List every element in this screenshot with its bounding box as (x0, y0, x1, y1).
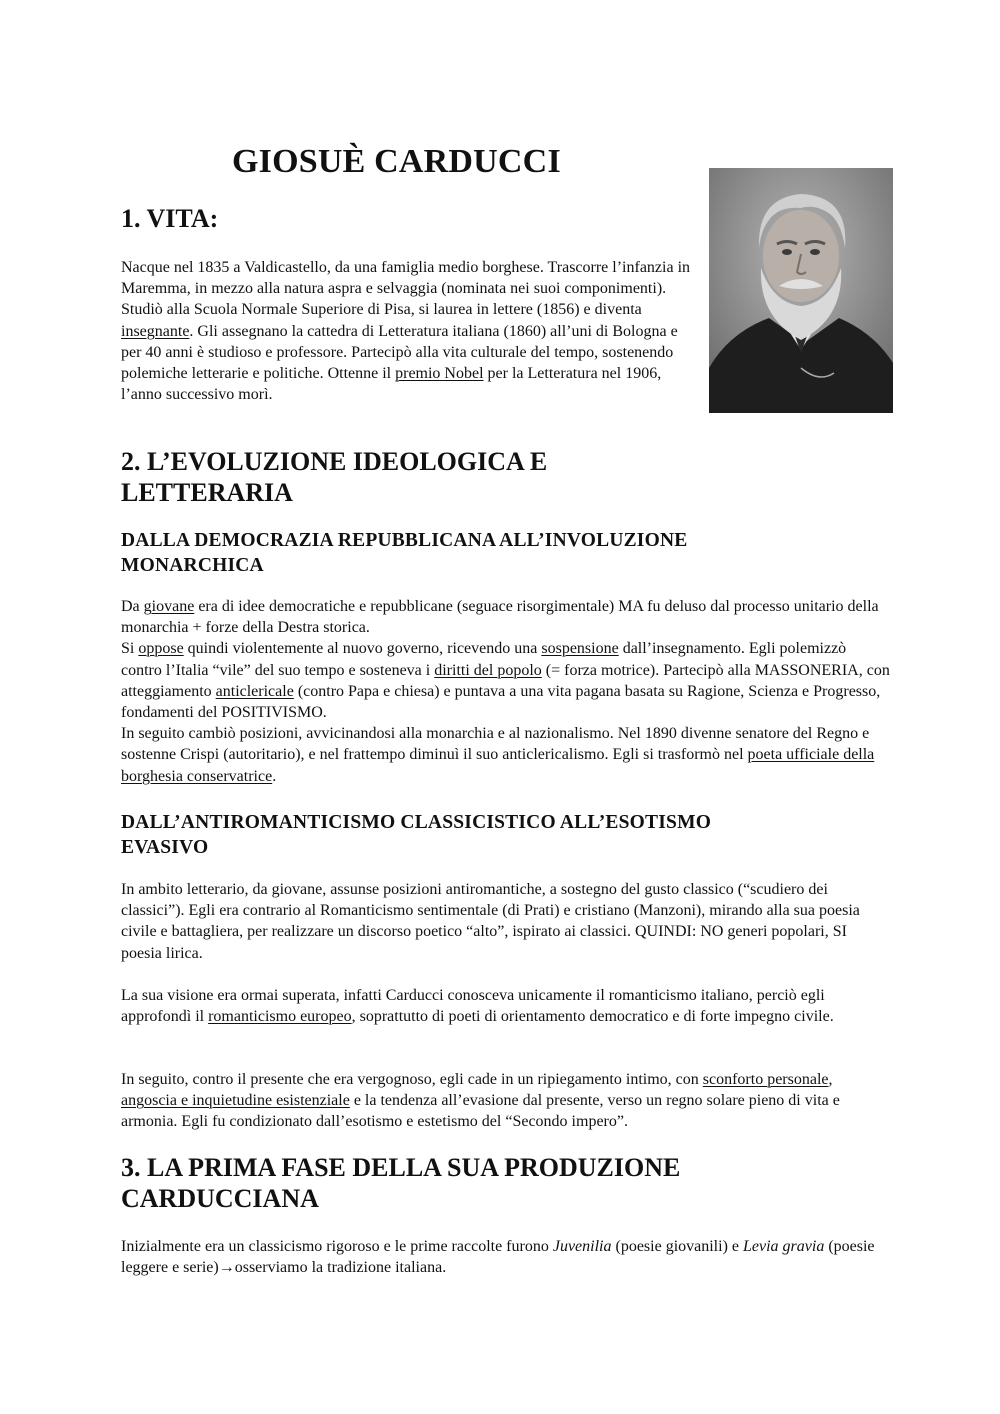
text-run: Nacque nel 1835 a Valdicastello, da una famiglia medio borghese. Trascorre l’infanzia in Maremma, in mezzo alla natura aspra e selvaggia (nominata nei suoi componimenti). Studiò alla Scuola Normale Superiore di Pisa, si laurea in lettere (1856) e diventa (121, 259, 691, 319)
underlined-text: angoscia e inquietudine esistenziale (121, 1092, 350, 1110)
esotismo-paragraph (121, 1069, 891, 1133)
italic-title: Juvenilia (552, 1238, 612, 1255)
subheading-democrazia (121, 528, 687, 578)
underlined-text: oppose (138, 640, 184, 658)
subheading-antiromanticismo (121, 810, 711, 860)
heading-line: CARDUCCIANA (121, 1184, 319, 1213)
text-run: era di idee democratiche e repubblicane (seguace risorgimentale) MA fu deluso dal processo unitario della monarchia + forze della Destra storica. (121, 598, 879, 637)
romanticismo-europeo-paragraph (121, 985, 891, 1027)
section-heading-vita: 1. VITA: (121, 204, 219, 233)
underlined-text: sconforto personale (702, 1071, 829, 1088)
text-run: Da (121, 598, 144, 615)
text-run: quindi violentemente al nuovo governo, ricevendo una (183, 640, 542, 658)
text-run: per la Letteratura nel 1906, l’anno successivo morì. (121, 365, 662, 404)
underlined-text: giovane (143, 598, 195, 615)
portrait-photo (709, 168, 893, 413)
text-run: In seguito, contro il presente che era vergognoso, egli cade in un ripiegamento intimo, con (121, 1071, 703, 1088)
heading-line: EVASIVO (121, 837, 209, 858)
italic-title: Levia gravia (743, 1238, 825, 1255)
vita-paragraph (121, 257, 691, 405)
text-run: (poesie leggere e serie)→osserviamo la tradizione italiana. (121, 1238, 875, 1277)
heading-line: DALL’ANTIROMANTICISMO CLASSICISTICO ALL’ESOTISMO (121, 812, 712, 833)
underlined-text: insegnante (121, 322, 190, 340)
text-run: . Gli assegnano la cattedra di Letteratura italiana (1860) all’uni di Bologna e per 40 anni è studioso e professore. Partecipò alla vita culturale del tempo, sostenendo polemiche letterarie e politiche. Ottenne il (121, 322, 678, 383)
text-run: dall’insegnamento. Egli polemizzò contro l’Italia “vile” del suo tempo e sosteneva i (121, 640, 847, 679)
heading-line: 2. L’EVOLUZIONE IDEOLOGICA E (121, 447, 548, 476)
text-run: e la tendenza all’evasione dal presente, verso un regno solare pieno di vita e armonia. Egli fu condizionato dall’esotismo e estetismo del “Secondo impero”. (121, 1092, 840, 1131)
underlined-text: romanticismo europeo (208, 1008, 352, 1026)
text-run: In seguito cambiò posizioni, avvicinandosi alla monarchia e al nazionalismo. Nel 1890 divenne senatore del Regno e sostenne Crispi (autoritario), e nel frattempo diminuì il suo anticlericalismo. Egli si trasformò nel (121, 725, 870, 764)
underlined-text: sospensione (541, 640, 619, 658)
text-run: (contro Papa e chiesa) e puntava a una vita pagana basata su Ragione, Scienza e Progresso, fondamenti del POSITIVISMO. (121, 682, 881, 722)
democrazia-paragraph (121, 596, 891, 787)
underlined-text: anticlericale (215, 682, 294, 700)
section-heading-prima-fase (121, 1152, 680, 1214)
underlined-text: premio Nobel (395, 365, 484, 383)
section-heading-evoluzione (121, 446, 547, 508)
antiromanticismo-paragraph: In ambito letterario, da giovane, assunse posizioni antiromantiche, a sostegno del gusto classico (“scudiero dei classici”). Egli era contrario al Romanticismo sentimentale (di Prati) e cristiano (Manzoni), mirando alla sua poesia civile e battagliera, per realizzare un discorso poetico “alto”, ispirato ai classici. QUINDI: NO generi popolari, SI poesia lirica. (121, 881, 860, 962)
portrait-illustration (709, 168, 893, 413)
underlined-text: poeta ufficiale della borghesia conservatrice (121, 746, 875, 785)
text-run: Inizialmente era un classicismo rigoroso e le prime raccolte furono (121, 1238, 553, 1255)
text-run: (poesie giovanili) e (611, 1238, 743, 1255)
underlined-text: diritti del popolo (434, 661, 542, 679)
text-run: , soprattutto di poeti di orientamento democratico e di forte impegno civile. (351, 1008, 834, 1026)
heading-line: MONARCHICA (121, 555, 264, 576)
heading-line: 3. LA PRIMA FASE DELLA SUA PRODUZIONE (121, 1153, 681, 1182)
text-run: , (828, 1071, 833, 1088)
text-run: (= forza motrice). Partecipò alla MASSONERIA, con atteggiamento (121, 661, 890, 700)
prima-fase-paragraph (121, 1236, 891, 1278)
text-run: . (272, 767, 277, 785)
text-run: La sua visione era ormai superata, infatti Carducci conosceva unicamente il romanticismo italiano, perciò egli approfondì il (121, 987, 825, 1026)
page-title: GIOSUÈ CARDUCCI (232, 143, 561, 180)
heading-line: DALLA DEMOCRAZIA REPUBBLICANA ALL’INVOLUZIONE (121, 530, 688, 551)
text-run: Si (121, 640, 139, 658)
heading-line: LETTERARIA (121, 478, 293, 507)
